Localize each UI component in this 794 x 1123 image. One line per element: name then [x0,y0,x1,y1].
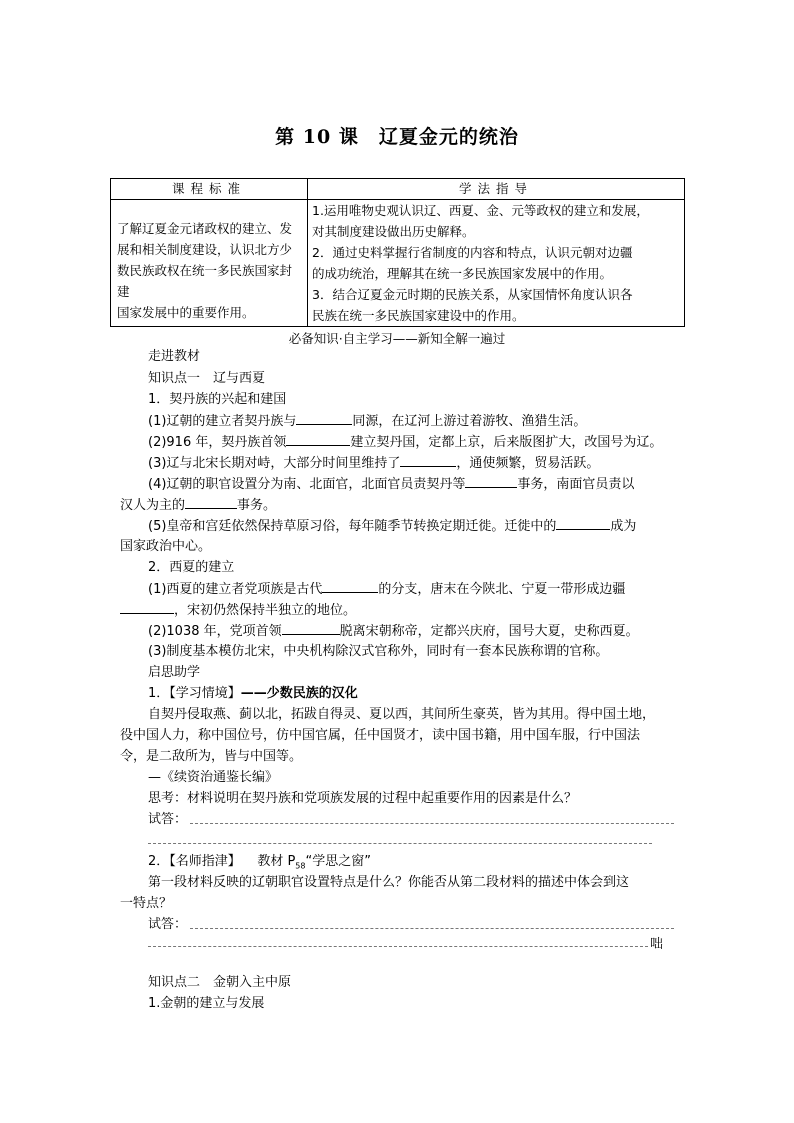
fill-in-line: (1)辽朝的建立者契丹族与 同源，在辽河上游过着游牧、渔猎生活。 [148,414,587,429]
standard-line: 数民族政权在统一多民族国家封建 [117,263,293,299]
standard-line: 国家发展中的重要作用。 [117,305,255,320]
section-title: 必备知识·自主学习——新知全解一遍过 [288,331,506,346]
fill-in-line: (2)916 年，契丹族首领 建立契丹国，定都上京，后来版图扩大，改国号为辽。 [148,435,663,450]
question-text: 一特点？ [120,896,173,911]
stray-character: 咄 [650,937,664,952]
answer-line[interactable] [148,946,648,947]
answer-blank[interactable] [556,517,610,530]
fill-in-line: (3)辽与北宋长期对峙，大部分时间里维持了 ，通使频繁，贸易活跃。 [148,456,600,471]
subsection-heading: 走进教材 [148,349,201,364]
answer-line[interactable] [148,843,652,844]
fill-in-line: (5)皇帝和宫廷依然保持草原习俗，每年随季节转换定期迁徙。迁徙中的 成为 [148,519,637,534]
question-text: 第一段材料反映的辽朝职官设置特点是什么？你能否从第二段材料的描述中体会到这 [148,875,630,890]
answer-blank[interactable] [185,496,237,509]
quote-line: 役中国人力，称中国位号，仿中国官属，任中国贤才，读中国书籍，用中国车服，行中国法 [120,728,641,743]
lesson-title: 第 10 课 辽夏金元的统治 [275,126,519,148]
subsection-heading: 启思助学 [148,665,201,680]
answer-blank[interactable] [286,433,350,446]
knowledge-point-heading: 知识点一 辽与西夏 [148,371,266,386]
fill-in-line: (2)1038 年，党项首领 脱离宋朝称帝，定都兴庆府，国号大夏，史称西夏。 [148,624,639,639]
standard-line: 展和相关制度建设，认识北方少 [117,242,293,257]
quote-source: —《续资治通鉴长编》 [148,770,279,785]
answer-blank[interactable] [322,580,378,593]
curriculum-table [110,178,685,327]
answer-line[interactable] [190,823,674,824]
answer-blank[interactable] [282,622,340,635]
quote-line: 令，是二敌所为，皆与中国等。 [120,749,303,764]
question-heading: 2．【名师指津】 教材 $P_{58}“$学思之窗” [148,854,371,871]
topic-heading: 1．契丹族的兴起和建国 [148,392,287,407]
answer-blank[interactable] [400,454,456,467]
fill-in-line: ，宋初仍然保持半独立的地位。 [120,601,356,620]
question-text: 思考：材料说明在契丹族和党项族发展的过程中起重要作用的因素是什么？ [148,791,578,806]
answer-line[interactable] [190,928,674,929]
knowledge-point-heading: 知识点二 金朝入主中原 [148,975,292,990]
answer-blank[interactable] [120,601,174,614]
guide-line: 对其制度建设做出历史解释。 [312,224,475,239]
answer-label: 试答： [148,917,188,932]
fill-in-line: (1)西夏的建立者党项族是古代 的分支，唐末在今陕北、宁夏一带形成边疆 [148,582,626,597]
guide-line: 2．通过史料掌握行省制度的内容和特点，认识元朝对边疆 [312,245,633,260]
guide-line: 1.运用唯物史观认识辽、西夏、金、元等政权的建立和发展， [312,203,649,218]
standard-line: 了解辽夏金元诸政权的建立、发 [117,221,293,236]
fill-in-line: (4)辽朝的职官设置分为南、北面官，北面官员责契丹等 事务，南面官员责以 [148,477,635,492]
guide-line: 3．结合辽夏金元时期的民族关系，从家国情怀角度认识各 [312,287,633,302]
guide-line: 的成功统治，理解其在统一多民族国家发展中的作用。 [312,266,613,281]
answer-blank[interactable] [465,475,517,488]
study-guide-cell [308,200,685,327]
answer-label: 试答： [148,812,188,827]
table-header-standard: 课程标准 [111,179,308,200]
answer-blank[interactable] [296,412,352,425]
topic-heading: 2．西夏的建立 [148,560,235,575]
topic-heading: 1.金朝的建立与发展 [148,996,265,1011]
text-line: (3)制度基本模仿北宋，中央机构除汉式官称外，同时有一套本民族称谓的官称。 [148,644,609,659]
fill-in-line: 汉人为主的 事务。 [120,498,277,513]
curriculum-standard-cell [111,200,308,327]
quote-line: 自契丹侵取燕、蓟以北，拓跋自得灵、夏以西，其间所生豪英，皆为其用。得中国土地， [148,707,656,722]
text-line: 国家政治中心。 [120,539,212,554]
table-header-guide: 学法指导 [308,179,685,200]
guide-line: 民族在统一多民族国家建设中的作用。 [312,308,525,323]
question-heading: 1．【学习情境】——少数民族的汉化 [148,686,358,701]
